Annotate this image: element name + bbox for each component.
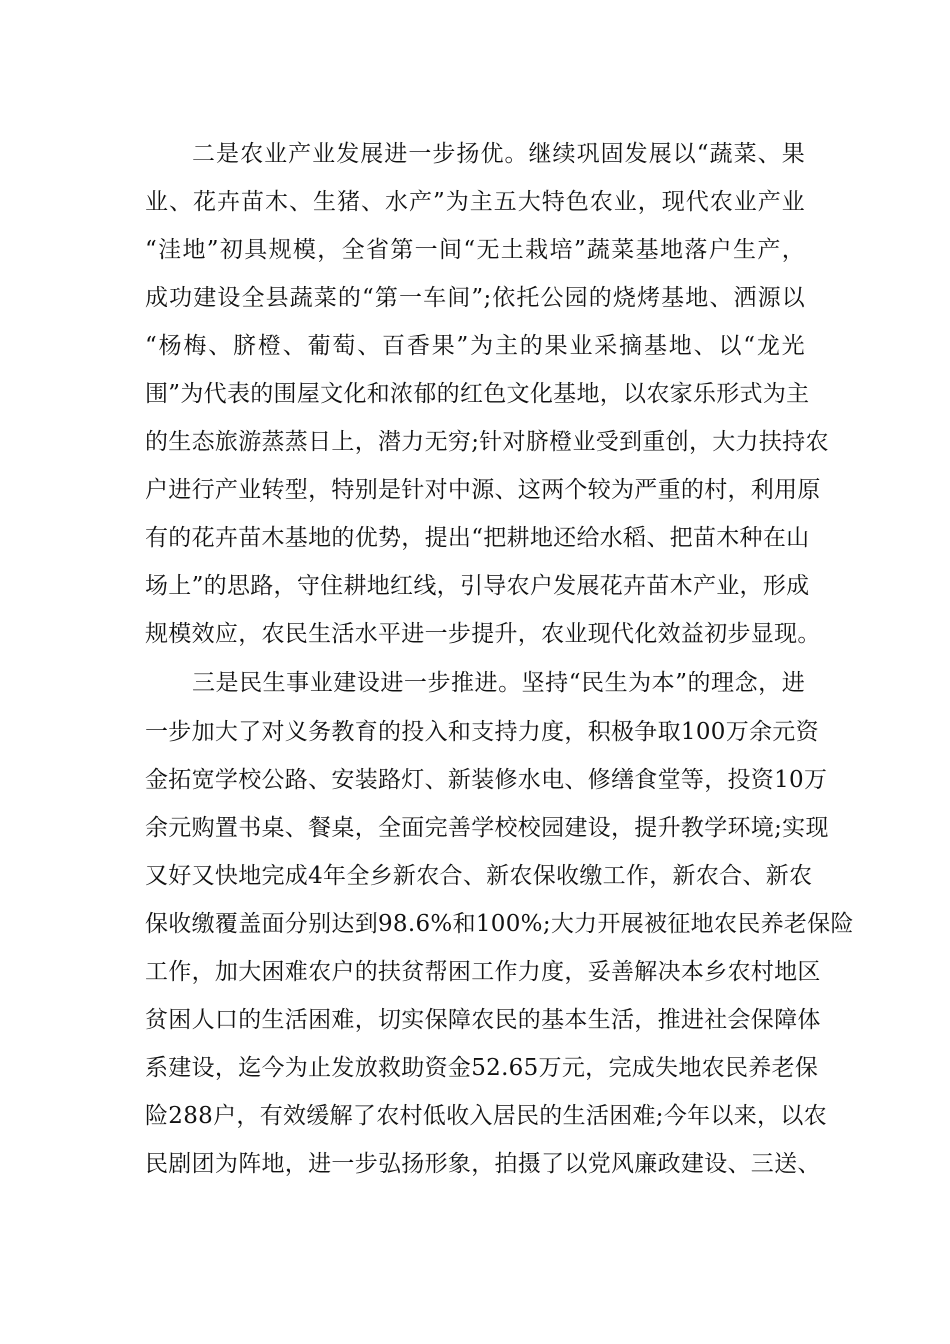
paragraph-3-line-7: 工作，加大困难农户的扶贫帮困工作力度，妥善解决本乡农村地区 bbox=[145, 959, 821, 985]
paragraph-2-line-9: 有的花卉苗木基地的优势，提出“把耕地还给水稻、把苗木种在山 bbox=[145, 525, 810, 551]
paragraph-2-line-3: “洼地”初具规模，全省第一间“无土栽培”蔬菜基地落户生产， bbox=[145, 237, 805, 263]
paragraph-3-line-3: 金拓宽学校公路、安装路灯、新装修水电、修缮食堂等，投资10万 bbox=[145, 767, 828, 793]
paragraph-3-line-11: 民剧团为阵地，进一步弘扬形象，拍摄了以党风廉政建设、三送、 bbox=[145, 1151, 821, 1177]
paragraph-2-line-7: 的生态旅游蒸蒸日上，潜力无穷;针对脐橙业受到重创，大力扶持农 bbox=[145, 429, 829, 455]
paragraph-3-line-6: 保收缴覆盖面分别达到98.6%和100%;大力开展被征地农民养老保险 bbox=[145, 911, 854, 937]
paragraph-3-line-10: 险288户，有效缓解了农村低收入居民的生活困难;今年以来，以农 bbox=[145, 1103, 827, 1129]
paragraph-3-line-9: 系建设，迄今为止发放救助资金52.65万元，完成失地农民养老保 bbox=[145, 1055, 819, 1081]
paragraph-2-line-6: 围”为代表的围屋文化和浓郁的红色文化基地，以农家乐形式为主 bbox=[145, 381, 810, 407]
paragraph-3-line-8: 贫困人口的生活困难，切实保障农民的基本生活，推进社会保障体 bbox=[145, 1007, 821, 1033]
paragraph-3-line-1: 三是民生事业建设进一步推进。坚持“民生为本”的理念，进 bbox=[192, 670, 805, 696]
paragraph-2-line-4: 成功建设全县蔬菜的“第一车间”;依托公园的烧烤基地、洒源以 bbox=[145, 285, 805, 311]
paragraph-3-line-4: 余元购置书桌、餐桌，全面完善学校校园建设，提升教学环境;实现 bbox=[145, 815, 829, 841]
paragraph-2-line-5: “杨梅、脐橙、葡萄、百香果”为主的果业采摘基地、以“龙光 bbox=[145, 333, 805, 359]
paragraph-2-line-10: 场上”的思路，守住耕地红线，引导农户发展花卉苗木产业，形成 bbox=[145, 573, 810, 599]
paragraph-2-line-11: 规模效应，农民生活水平进一步提升，农业现代化效益初步显现。 bbox=[145, 621, 821, 647]
paragraph-2-line-8: 户进行产业转型，特别是针对中源、这两个较为严重的村，利用原 bbox=[145, 477, 821, 503]
paragraph-2-line-2: 业、花卉苗木、生猪、水产”为主五大特色农业，现代农业产业 bbox=[145, 189, 805, 215]
paragraph-2-line-1: 二是农业产业发展进一步扬优。继续巩固发展以“蔬菜、果 bbox=[192, 141, 805, 167]
paragraph-3-line-2: 一步加大了对义务教育的投入和支持力度，积极争取100万余元资 bbox=[145, 719, 819, 745]
paragraph-3-line-5: 又好又快地完成4年全乡新农合、新农保收缴工作，新农合、新农 bbox=[145, 863, 813, 889]
